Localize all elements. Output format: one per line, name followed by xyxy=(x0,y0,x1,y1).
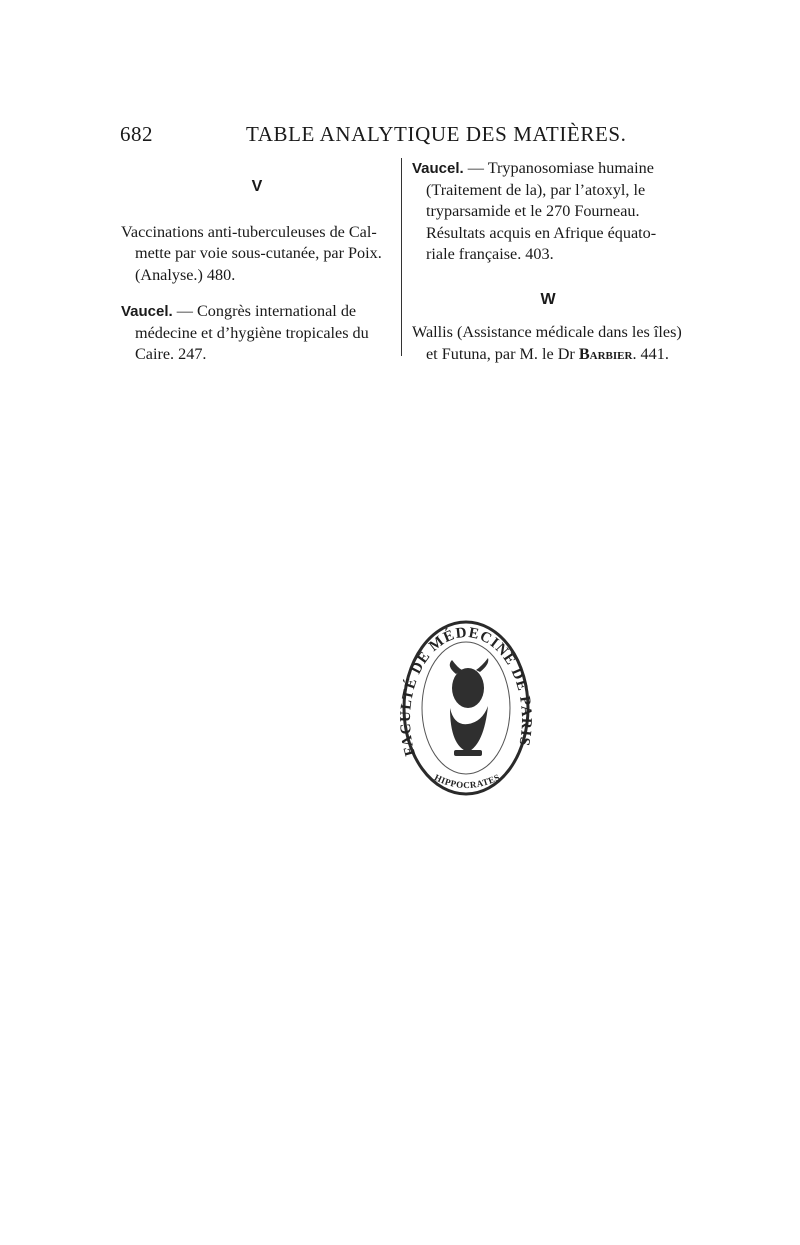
index-entry-wallis xyxy=(412,322,684,365)
entry-line: Vaccinations anti-tuberculeuses de Cal- xyxy=(121,222,377,241)
index-entry-vaccinations xyxy=(121,222,393,287)
entry-author-name: Vaucel. xyxy=(121,303,173,320)
entry-line: — Trypanosomiase humaine xyxy=(463,159,654,177)
stamp-portrait-icon xyxy=(450,658,489,756)
entry-line-tail: . 441. xyxy=(632,344,669,363)
entry-line: Résultats acquis en Afrique équato- xyxy=(426,223,657,242)
index-entry-vaucel-congres xyxy=(121,301,393,366)
library-stamp-graphic xyxy=(398,616,534,800)
running-title: TABLE ANALYTIQUE DES MATIÈRES. xyxy=(246,122,627,146)
entry-line: médecine et d’hygiène tropicales du xyxy=(135,323,369,342)
entry-line: (Traitement de la), par l’atoxyl, le xyxy=(426,180,646,199)
section-letter-v: V xyxy=(251,178,263,195)
right-column xyxy=(412,158,684,365)
entry-line: (Analyse.) 480. xyxy=(135,265,236,284)
entry-line-with-author xyxy=(412,344,684,366)
entry-line: Caire. 247. xyxy=(135,345,207,363)
section-letter-w: W xyxy=(540,290,556,308)
library-stamp xyxy=(398,616,534,800)
entry-line: — Congrès international de xyxy=(172,302,357,320)
page-header xyxy=(0,122,800,152)
entry-line: tryparsamide et le 270 Fourneau. xyxy=(426,202,640,220)
column-divider xyxy=(401,158,402,356)
page-number: 682 xyxy=(120,122,153,146)
entry-author-name: Barbier xyxy=(578,344,633,363)
stamp-outer-text: FACULTÉ DE MÉDECINE DE PARIS xyxy=(398,624,534,758)
entry-author-name: Vaucel. xyxy=(412,160,464,177)
index-entry-vaucel-trypanosomiase xyxy=(412,158,684,266)
entry-line: mette par voie sous-cutanée, par Poix. xyxy=(135,244,382,262)
stamp-bottom-text: HIPPOCRATES xyxy=(432,771,502,791)
left-column xyxy=(121,158,393,366)
entry-line: riale française. 403. xyxy=(426,245,554,263)
entry-line: Wallis (Assistance médicale dans les îles) xyxy=(412,323,682,341)
entry-line: et Futuna, par M. le Dr xyxy=(426,344,579,363)
